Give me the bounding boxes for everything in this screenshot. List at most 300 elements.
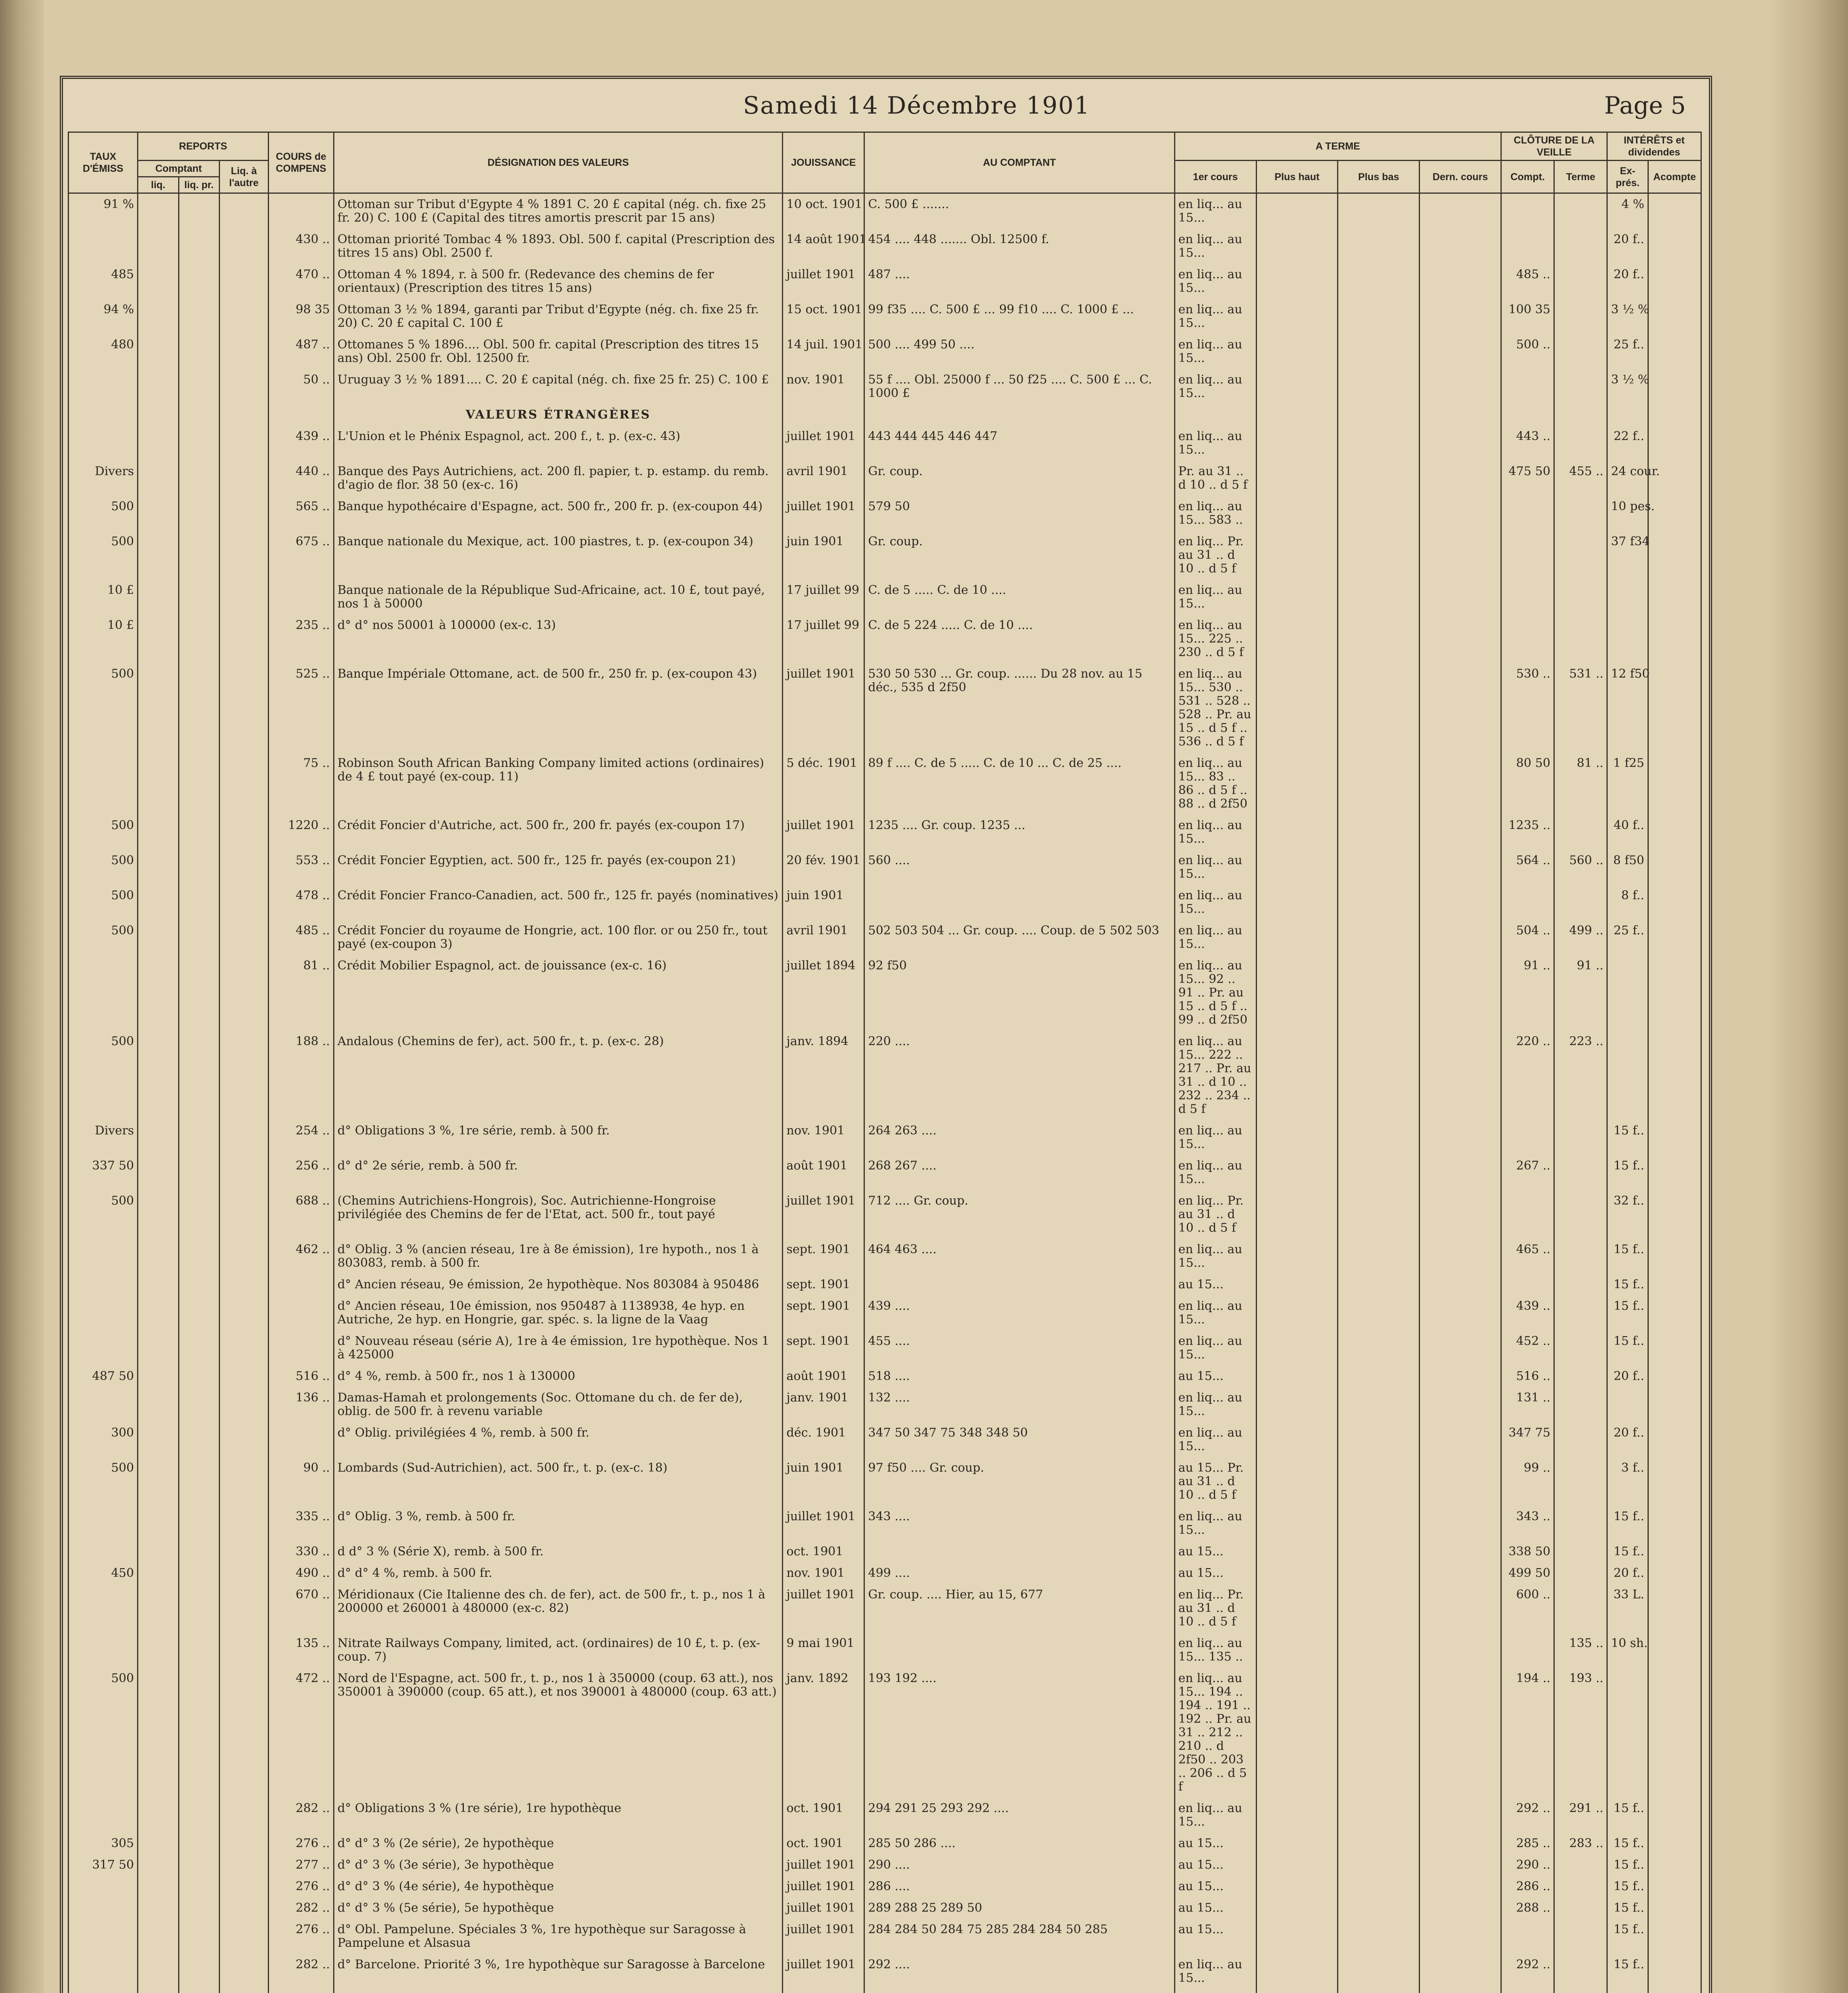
cell-plus-haut (1256, 615, 1338, 663)
cell-report-liq-pr (179, 1155, 219, 1190)
cell-cloture-compt: 500 .. (1501, 334, 1554, 369)
cell-acompte (1648, 663, 1701, 753)
cell-report-liq-pr (179, 920, 219, 955)
cell-taux (69, 426, 138, 461)
cell-cours-compens: 90 .. (268, 1457, 334, 1506)
cell-cloture-terme (1554, 1876, 1607, 1897)
cell-plus-bas (1338, 1833, 1420, 1854)
cell-cloture-terme (1554, 1366, 1607, 1387)
cell-interets: 25 f.. (1607, 334, 1648, 369)
cell-cloture-terme: 193 .. (1554, 1668, 1607, 1798)
cell-report-liq-pr (179, 299, 219, 334)
table-row (69, 193, 1701, 229)
cell-plus-haut (1256, 1387, 1338, 1422)
cell-jouissance: avril 1901 (783, 920, 864, 955)
cell-report-autre (219, 1295, 268, 1331)
cell-acompte (1648, 1366, 1701, 1387)
cell-cloture-terme: 81 .. (1554, 753, 1607, 815)
cell-cloture-terme (1554, 1457, 1607, 1506)
cell-designation: Ottoman sur Tribut d'Egypte 4 % 1891 C. 20 £ capital (nég. ch. fixe 25 fr. 20) C. 100 £ (Capital des titres amortis prescrit par 15 ans) (334, 193, 783, 229)
cell-report-liq-pr (179, 1457, 219, 1506)
cell-cours-compens: 235 .. (268, 615, 334, 663)
cell-report-autre (219, 1120, 268, 1155)
cell-cours-compens: 282 .. (268, 1897, 334, 1919)
cell-report-liq-pr (179, 753, 219, 815)
cell-report-liq (138, 1190, 179, 1239)
cell-au-comptant: 487 .... (864, 264, 1174, 299)
cell-designation: d° Nouveau réseau (série A), 1re à 4e émission, 1re hypothèque. Nos 1 à 425000 (334, 1331, 783, 1366)
cell-designation: Crédit Foncier Franco-Canadien, act. 500 fr., 125 fr. payés (nominatives) (334, 885, 783, 920)
cell-cloture-compt: 286 .. (1501, 1876, 1554, 1897)
cell-au-comptant: 343 .... (864, 1506, 1174, 1541)
cell-acompte (1648, 1239, 1701, 1274)
cell-cloture-compt: 288 .. (1501, 1897, 1554, 1919)
cell-plus-bas (1338, 1274, 1420, 1295)
cell-cours-compens: 276 .. (268, 1919, 334, 1954)
cell-report-liq (138, 1798, 179, 1833)
cell-a-terme: en liq... au 15... (1174, 264, 1256, 299)
cell-cours-compens: 330 .. (268, 1541, 334, 1563)
cell-report-autre (219, 1387, 268, 1422)
cell-jouissance: sept. 1901 (783, 1295, 864, 1331)
cell-cloture-terme (1554, 615, 1607, 663)
cell-plus-haut (1256, 1989, 1338, 1993)
table-row (69, 850, 1701, 885)
cell-au-comptant: C. de 5 224 ..... C. de 10 .... (864, 615, 1174, 663)
cell-report-autre (219, 663, 268, 753)
cell-report-autre (219, 1668, 268, 1798)
cell-interets: 8 f50 (1607, 850, 1648, 885)
cell-dernier-cours (1420, 1031, 1501, 1120)
cell-acompte (1648, 753, 1701, 815)
cell-cloture-compt: 504 .. (1501, 920, 1554, 955)
cell-interets (1607, 1031, 1648, 1120)
cell-report-liq-pr (179, 1633, 219, 1668)
cell-report-liq (138, 1854, 179, 1876)
cell-report-liq (138, 1366, 179, 1387)
cell-designation: Ottoman 4 % 1894, r. à 500 fr. (Redevance des chemins de fer orientaux) (Prescription des titres 15 ans) (334, 264, 783, 299)
cell-interets: 20 f.. (1607, 1422, 1648, 1457)
table-body-foreign (69, 426, 1701, 1993)
cell-report-autre (219, 1584, 268, 1633)
cell-interets: 15 f.. (1607, 1120, 1648, 1155)
cell-plus-bas (1338, 850, 1420, 885)
cell-plus-haut (1256, 1295, 1338, 1331)
cell-cloture-compt: 347 75 (1501, 1422, 1554, 1457)
cell-cloture-terme (1554, 1120, 1607, 1155)
cell-interets: 15 f.. (1607, 1854, 1648, 1876)
cell-dernier-cours (1420, 955, 1501, 1031)
table-row (69, 615, 1701, 663)
table-row (69, 496, 1701, 531)
cell-report-autre (219, 1274, 268, 1295)
cell-cloture-compt: 452 .. (1501, 1331, 1554, 1366)
cell-a-terme: en liq... au 15... (1174, 1155, 1256, 1190)
cell-report-liq (138, 920, 179, 955)
cell-jouissance: juin 1901 (783, 885, 864, 920)
cell-cloture-compt: 530 .. (1501, 663, 1554, 753)
cell-report-autre (219, 1633, 268, 1668)
cell-report-liq-pr (179, 1422, 219, 1457)
cell-dernier-cours (1420, 1798, 1501, 1833)
cell-dernier-cours (1420, 1919, 1501, 1954)
cell-designation: d° d° 3 % (3e série), 3e hypothèque (334, 1854, 783, 1876)
cell-acompte (1648, 1833, 1701, 1854)
cell-report-liq (138, 1563, 179, 1584)
cell-acompte (1648, 299, 1701, 334)
cell-au-comptant: 454 .... 448 ....... Obl. 12500 f. (864, 229, 1174, 264)
cell-jouissance: juillet 1894 (783, 955, 864, 1031)
cell-plus-bas (1338, 229, 1420, 264)
cell-au-comptant: 289 288 25 289 50 (864, 1897, 1174, 1919)
cell-plus-haut (1256, 1190, 1338, 1239)
cell-report-liq (138, 615, 179, 663)
cell-taux: 500 (69, 496, 138, 531)
cell-plus-bas (1338, 1190, 1420, 1239)
cell-taux: 10 £ (69, 615, 138, 663)
cell-jouissance: oct. 1901 (783, 1541, 864, 1563)
cell-plus-haut (1256, 1633, 1338, 1668)
cell-cours-compens (268, 1989, 334, 1993)
cell-report-liq (138, 193, 179, 229)
cell-taux (69, 1387, 138, 1422)
cell-cours-compens: 485 .. (268, 920, 334, 955)
cell-interets (1607, 1989, 1648, 1993)
cell-au-comptant: 499 .... (864, 1563, 1174, 1584)
cell-report-liq-pr (179, 1876, 219, 1897)
cell-interets: 15 f.. (1607, 1331, 1648, 1366)
cell-report-liq (138, 1897, 179, 1919)
cell-report-liq (138, 955, 179, 1031)
cell-cloture-compt: 290 .. (1501, 1854, 1554, 1876)
cell-a-terme: au 15... (1174, 1919, 1256, 1954)
cell-au-comptant: 500 .... 499 50 .... (864, 334, 1174, 369)
cell-cours-compens: 440 .. (268, 461, 334, 496)
cell-cloture-terme (1554, 1295, 1607, 1331)
cell-jouissance: juin 1901 (783, 531, 864, 580)
cell-cloture-terme (1554, 1274, 1607, 1295)
cell-dernier-cours (1420, 1897, 1501, 1919)
cell-interets: 15 f.. (1607, 1155, 1648, 1190)
cell-a-terme: en liq... au 15... (1174, 1954, 1256, 1989)
cell-report-autre (219, 299, 268, 334)
table-row (69, 1190, 1701, 1239)
col-reports-liq-s: liq. (138, 177, 179, 193)
cell-acompte (1648, 850, 1701, 885)
cell-a-terme: au 15... (1174, 1833, 1256, 1854)
cell-dernier-cours (1420, 1155, 1501, 1190)
cell-plus-bas (1338, 1633, 1420, 1668)
cell-taux: 480 (69, 334, 138, 369)
cell-cours-compens: 516 .. (268, 1366, 334, 1387)
cell-designation: Robinson South African Banking Company limited actions (ordinaires) de 4 £ tout payé (ex-coup. 11) (334, 753, 783, 815)
cell-report-liq (138, 1584, 179, 1633)
cell-dernier-cours (1420, 1190, 1501, 1239)
cell-dernier-cours (1420, 615, 1501, 663)
cell-acompte (1648, 1031, 1701, 1120)
cell-dernier-cours (1420, 1506, 1501, 1541)
cell-cloture-terme (1554, 885, 1607, 920)
cell-report-autre (219, 1366, 268, 1387)
cell-cours-compens: 439 .. (268, 426, 334, 461)
cell-cloture-compt: 285 .. (1501, 1833, 1554, 1854)
cell-a-terme: en liq... au 15... (1174, 1331, 1256, 1366)
cell-cloture-compt (1501, 496, 1554, 531)
cell-taux (69, 1506, 138, 1541)
cell-interets: 15 f.. (1607, 1897, 1648, 1919)
cell-taux: Divers (69, 461, 138, 496)
cell-plus-bas (1338, 1422, 1420, 1457)
cell-cloture-terme: 455 .. (1554, 461, 1607, 496)
cell-dernier-cours (1420, 531, 1501, 580)
cell-jouissance: juillet 1901 (783, 496, 864, 531)
cell-cours-compens: 136 .. (268, 1387, 334, 1422)
cell-dernier-cours (1420, 1457, 1501, 1506)
cell-au-comptant: 132 .... (864, 1387, 1174, 1422)
cell-report-liq-pr (179, 1989, 219, 1993)
cell-report-liq-pr (179, 815, 219, 850)
cell-taux (69, 1274, 138, 1295)
cell-report-autre (219, 496, 268, 531)
cell-au-comptant: 560 .... (864, 850, 1174, 885)
cell-plus-haut (1256, 369, 1338, 404)
cell-acompte (1648, 229, 1701, 264)
cell-cours-compens: 277 .. (268, 1854, 334, 1876)
cell-report-liq-pr (179, 1506, 219, 1541)
cell-report-liq (138, 1633, 179, 1668)
cell-plus-bas (1338, 1331, 1420, 1366)
cell-report-liq (138, 1541, 179, 1563)
cell-designation: d° Ancien réseau, 9e émission, 2e hypothèque. Nos 803084 à 950486 (334, 1274, 783, 1295)
cell-interets: 15 f.. (1607, 1954, 1648, 1989)
cell-plus-bas (1338, 1506, 1420, 1541)
cell-cours-compens (268, 193, 334, 229)
cell-acompte (1648, 1919, 1701, 1954)
cell-report-autre (219, 1506, 268, 1541)
cell-acompte (1648, 1274, 1701, 1295)
cell-plus-haut (1256, 955, 1338, 1031)
cell-jouissance: sept. 1901 (783, 1331, 864, 1366)
cell-report-liq-pr (179, 885, 219, 920)
cell-a-terme: en liq... au 15... (1174, 1506, 1256, 1541)
cell-plus-haut (1256, 1031, 1338, 1120)
cell-acompte (1648, 815, 1701, 850)
cell-dernier-cours (1420, 663, 1501, 753)
cell-plus-haut (1256, 815, 1338, 850)
cell-designation: Nord de l'Espagne, act. 500 fr., t. p., nos 1 à 350000 (coup. 63 att.), nos 350001 à 390000 (coup. 65 att.), et nos 390001 à 480000 (coup. 63 att.) (334, 1668, 783, 1798)
cell-cloture-terme (1554, 193, 1607, 229)
cell-cours-compens: 470 .. (268, 264, 334, 299)
cell-designation: Méridionaux (Cie Italienne des ch. de fer), act. de 500 fr., t. p., nos 1 à 200000 et 260001 à 480000 (ex-c. 82) (334, 1584, 783, 1633)
cell-cloture-terme (1554, 334, 1607, 369)
cell-taux (69, 1954, 138, 1989)
cell-au-comptant: 193 192 .... (864, 1668, 1174, 1798)
cell-cours-compens: 430 .. (268, 229, 334, 264)
cell-jouissance: 20 fév. 1901 (783, 850, 864, 885)
cell-designation: Banque Impériale Ottomane, act. de 500 fr., 250 fr. p. (ex-coupon 43) (334, 663, 783, 753)
cell-report-autre (219, 1854, 268, 1876)
cell-cloture-compt: 131 .. (1501, 1387, 1554, 1422)
cell-cloture-terme (1554, 1155, 1607, 1190)
cell-plus-haut (1256, 229, 1338, 264)
cell-jouissance: 5 déc. 1901 (783, 753, 864, 815)
cell-cloture-terme (1554, 1239, 1607, 1274)
cell-cloture-terme (1554, 815, 1607, 850)
cell-jouissance: 10 oct. 1901 (783, 193, 864, 229)
cell-report-liq (138, 229, 179, 264)
table-row (69, 580, 1701, 615)
table-row (69, 1833, 1701, 1854)
cell-acompte (1648, 426, 1701, 461)
cell-designation: d° Obligations 3 % (1re série), 1re hypothèque (334, 1798, 783, 1833)
cell-report-autre (219, 334, 268, 369)
cell-jouissance: juillet 1901 (783, 1876, 864, 1897)
cell-report-liq (138, 885, 179, 920)
cell-acompte (1648, 1295, 1701, 1331)
table-row (69, 229, 1701, 264)
cell-cloture-terme (1554, 1541, 1607, 1563)
table-row (69, 1387, 1701, 1422)
cell-interets: 20 f.. (1607, 1563, 1648, 1584)
cell-plus-haut (1256, 264, 1338, 299)
cell-au-comptant: 268 267 .... (864, 1155, 1174, 1190)
cell-interets: 15 f.. (1607, 1506, 1648, 1541)
cell-cloture-terme: 499 .. (1554, 920, 1607, 955)
page-title: Samedi 14 Décembre 1901 (743, 92, 1090, 120)
cell-dernier-cours (1420, 1854, 1501, 1876)
cell-report-autre (219, 885, 268, 920)
cell-a-terme: en liq... au 15... (1174, 229, 1256, 264)
cell-designation: Crédit Foncier du royaume de Hongrie, act. 100 flor. or ou 250 fr., tout payé (ex-coupon 3) (334, 920, 783, 955)
cell-jouissance: avril 1901 (783, 461, 864, 496)
cell-a-terme: en liq... au 15... 83 .. 86 .. d 5 f .. 88 .. d 2f50 (1174, 753, 1256, 815)
col-reports-liq-pr: liq. pr. (179, 177, 219, 193)
cell-jouissance: juillet 1901 (783, 1584, 864, 1633)
cell-cours-compens: 50 .. (268, 369, 334, 404)
cell-acompte (1648, 1563, 1701, 1584)
cell-plus-haut (1256, 193, 1338, 229)
cell-cloture-compt (1501, 1120, 1554, 1155)
cell-taux (69, 1541, 138, 1563)
cell-a-terme: au 15... (1174, 1541, 1256, 1563)
col-cloture-compt: Compt. (1501, 161, 1554, 193)
cell-a-terme: au 15... (1174, 1366, 1256, 1387)
cell-report-liq-pr (179, 1954, 219, 1989)
cell-jouissance: août 1901 (783, 1155, 864, 1190)
cell-plus-haut (1256, 1274, 1338, 1295)
cell-jouissance: 14 juil. 1901 (783, 334, 864, 369)
cell-report-autre (219, 193, 268, 229)
table-row (69, 1668, 1701, 1798)
cell-interets: 20 f.. (1607, 264, 1648, 299)
cell-taux: 500 (69, 1190, 138, 1239)
cell-plus-haut (1256, 920, 1338, 955)
cell-cours-compens (268, 1331, 334, 1366)
cell-interets: 15 f.. (1607, 1833, 1648, 1854)
cell-cours-compens: 487 .. (268, 334, 334, 369)
cell-cloture-terme (1554, 1989, 1607, 1993)
cell-plus-bas (1338, 193, 1420, 229)
cell-report-autre (219, 531, 268, 580)
cell-report-autre (219, 1190, 268, 1239)
cell-taux: Divers (69, 1120, 138, 1155)
cell-interets: 10 sh. (1607, 1633, 1648, 1668)
cell-designation: Crédit Mobilier Espagnol, act. de jouissance (ex-c. 16) (334, 955, 783, 1031)
cell-cloture-compt: 600 .. (1501, 1584, 1554, 1633)
cell-cloture-compt: 465 .. (1501, 1239, 1554, 1274)
cell-jouissance: oct. 1901 (783, 1798, 864, 1833)
cell-report-liq-pr (179, 1541, 219, 1563)
cell-taux (69, 1584, 138, 1633)
cell-au-comptant: 292 .... (864, 1954, 1174, 1989)
cell-designation: d° Obl. Pampelune. Spéciales 3 %, 1re hypothèque sur Saragosse à Pampelune et Alsasua (334, 1919, 783, 1954)
cell-jouissance: juin 1901 (783, 1457, 864, 1506)
cell-acompte (1648, 531, 1701, 580)
cell-report-autre (219, 1563, 268, 1584)
cell-report-autre (219, 461, 268, 496)
cell-report-liq-pr (179, 955, 219, 1031)
cell-interets (1607, 1387, 1648, 1422)
cell-designation: d° d° 3 % (4e série), 4e hypothèque (334, 1876, 783, 1897)
cell-interets: 22 f.. (1607, 426, 1648, 461)
col-cours-compens: COURS de COMPENS (268, 132, 334, 193)
cell-interets: 15 f.. (1607, 1876, 1648, 1897)
cell-au-comptant (864, 1274, 1174, 1295)
cell-interets: 10 pes. (1607, 496, 1648, 531)
cell-report-liq (138, 496, 179, 531)
section-title: VALEURS ÉTRANGÈRES (334, 404, 783, 426)
table-row (69, 426, 1701, 461)
col-interets: INTÉRÊTS et dividendes (1607, 132, 1701, 161)
cell-taux: 500 (69, 531, 138, 580)
cell-a-terme: en liq... au 15... (1174, 193, 1256, 229)
cell-jouissance: janv. 1901 (783, 1387, 864, 1422)
cell-au-comptant (864, 1989, 1174, 1993)
cell-taux (69, 1633, 138, 1668)
cell-plus-bas (1338, 1668, 1420, 1798)
cell-acompte (1648, 1897, 1701, 1919)
cell-report-liq-pr (179, 496, 219, 531)
cell-report-autre (219, 1798, 268, 1833)
cell-cours-compens: 256 .. (268, 1155, 334, 1190)
cell-plus-haut (1256, 426, 1338, 461)
cell-a-terme: en liq... au 15... 135 .. (1174, 1633, 1256, 1668)
cell-report-autre (219, 1422, 268, 1457)
cell-dernier-cours (1420, 1120, 1501, 1155)
cell-dernier-cours (1420, 1422, 1501, 1457)
cell-report-autre (219, 369, 268, 404)
col-reports: REPORTS (138, 132, 269, 161)
cell-jouissance: nov. 1901 (783, 369, 864, 404)
cell-a-terme: en liq... au 15... (1174, 1798, 1256, 1833)
cell-report-liq (138, 461, 179, 496)
cell-au-comptant: Gr. coup. (864, 461, 1174, 496)
cell-au-comptant (864, 1541, 1174, 1563)
cell-designation: Ottoman 3 ½ % 1894, garanti par Tribut d'Egypte (nég. ch. fixe 25 fr. 20) C. 20 £ capital C. 100 £ (334, 299, 783, 334)
cell-plus-haut (1256, 334, 1338, 369)
cell-designation: Crédit Foncier d'Autriche, act. 500 fr., 200 fr. payés (ex-coupon 17) (334, 815, 783, 850)
table-row (69, 1331, 1701, 1366)
cell-a-terme: au 15... (1174, 1563, 1256, 1584)
cell-report-autre (219, 264, 268, 299)
cell-a-terme: en liq... Pr. au 31 .. d 10 .. d 5 f (1174, 1190, 1256, 1239)
cell-cours-compens: 282 .. (268, 1954, 334, 1989)
cell-cloture-compt: 80 50 (1501, 753, 1554, 815)
cell-acompte (1648, 369, 1701, 404)
cell-interets: 8 f.. (1607, 885, 1648, 920)
cell-cloture-terme (1554, 229, 1607, 264)
cell-report-liq-pr (179, 1031, 219, 1120)
